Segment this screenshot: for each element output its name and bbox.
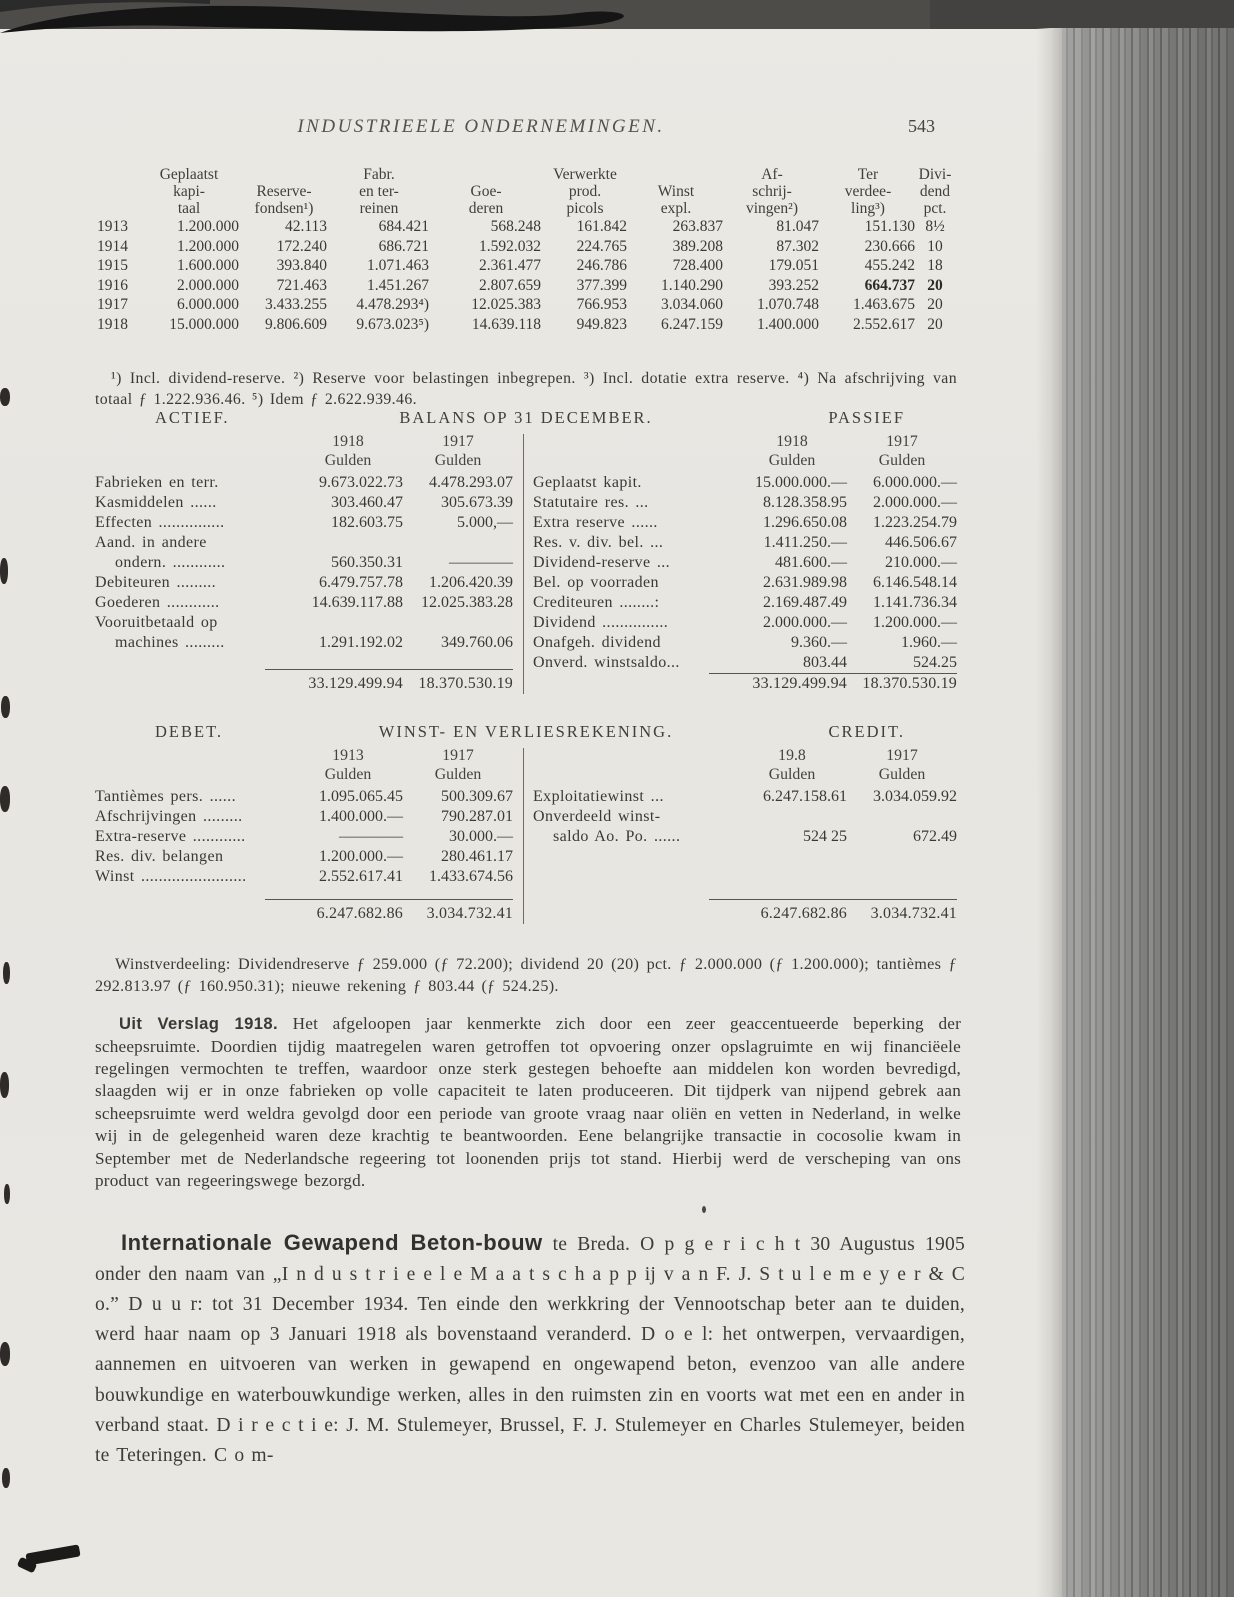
value-cell: 9.673.023⁵) bbox=[356, 315, 429, 333]
history-header-cell: Geplaatst bbox=[159, 166, 219, 183]
year-label: 19.8 bbox=[778, 747, 806, 764]
total-row bbox=[533, 904, 957, 924]
page-edge-shading bbox=[1036, 28, 1062, 1597]
ledger-row bbox=[533, 593, 957, 613]
history-data-row bbox=[95, 237, 955, 257]
years-header bbox=[95, 746, 513, 784]
ledger-row bbox=[95, 473, 513, 493]
value-cell: 3.034.060 bbox=[661, 296, 723, 313]
currency-unit-label: Gulden bbox=[324, 766, 372, 783]
balance-section-titles bbox=[95, 408, 957, 430]
ledger-amount: ———— bbox=[339, 828, 403, 845]
ledger-row bbox=[533, 633, 957, 653]
margin-mark bbox=[0, 786, 10, 812]
value-cell: 14.639.118 bbox=[471, 315, 541, 333]
year-label: 1918 bbox=[776, 433, 808, 450]
ledger-row bbox=[533, 493, 957, 513]
total-amount: 33.129.499.94 bbox=[308, 675, 403, 692]
ledger-row bbox=[533, 513, 957, 533]
history-header-cell: Reserve- bbox=[256, 183, 312, 200]
ledger-row-label: Onverdeeld winst- bbox=[533, 808, 661, 825]
ledger-amount: 6.000.000.— bbox=[873, 474, 957, 491]
passief-title: PASSIEF bbox=[828, 408, 905, 427]
spacer bbox=[95, 746, 293, 784]
history-header-cell: Af- bbox=[761, 166, 783, 183]
ledger-amount: 4.478.293.07 bbox=[429, 474, 513, 491]
value-cell: 684.421 bbox=[378, 218, 429, 235]
ledger-row-label: Vooruitbetaald op bbox=[95, 614, 218, 631]
profit-loss-section-titles bbox=[95, 722, 957, 744]
history-header-cell: vingen²) bbox=[746, 200, 798, 217]
value-cell: 1.600.000 bbox=[177, 257, 239, 274]
margin-mark bbox=[0, 1342, 10, 1366]
ledger-row-label: Geplaatst kapit. bbox=[533, 474, 642, 491]
ledger-amount: 5.000,— bbox=[457, 514, 513, 531]
value-cell: 2.807.659 bbox=[479, 276, 541, 294]
spacer bbox=[95, 432, 293, 470]
ledger-amount: 1.206.420.39 bbox=[429, 574, 513, 591]
ledger-amount: 1.960.— bbox=[901, 634, 957, 651]
value-cell: 3.433.255 bbox=[265, 296, 327, 313]
balance-title: BALANS OP 31 DECEMBER. bbox=[399, 408, 653, 427]
history-header-cell bbox=[95, 183, 139, 200]
ledger-row bbox=[533, 653, 957, 673]
history-header-cell: pct. bbox=[923, 200, 947, 217]
history-data-row bbox=[95, 217, 955, 237]
year-column-header bbox=[737, 746, 847, 784]
value-cell: 686.721 bbox=[378, 237, 429, 255]
ink-dot bbox=[702, 1206, 706, 1213]
value-cell: 20 bbox=[927, 296, 943, 313]
value-cell: 393.840 bbox=[276, 257, 327, 274]
ledger-amount: 1.200.000.— bbox=[873, 614, 957, 631]
ledger-row bbox=[95, 573, 513, 593]
ledger-row bbox=[533, 807, 957, 827]
history-header-cell bbox=[431, 166, 543, 183]
ledger-amount: 349.760.06 bbox=[441, 634, 513, 651]
history-header-row bbox=[95, 200, 955, 217]
ledger-row bbox=[95, 787, 513, 807]
years-header bbox=[533, 432, 957, 470]
ledger-amount bbox=[293, 613, 403, 633]
ledger-amount: 672.49 bbox=[913, 828, 957, 845]
table-footnotes: ¹) Incl. dividend-reserve. ²) Reserve voor belastingen inbegrepen. ³) Incl. dotatie extra reserve. ⁴) Na afschrijving van totaal ƒ 1.222.936.46. ⁵) Idem ƒ 2.622.939.46. bbox=[95, 369, 957, 408]
year-cell: 1913 bbox=[97, 218, 128, 235]
ledger-amount: 210.000.— bbox=[885, 554, 957, 571]
ledger-row-label: Fabrieken en terr. bbox=[95, 474, 219, 491]
ledger-amount: 2.552.617.41 bbox=[319, 868, 403, 885]
value-cell: 2.000.000 bbox=[177, 276, 239, 294]
history-header-cell bbox=[241, 166, 329, 183]
year-column-header bbox=[847, 432, 957, 470]
ledger-row-label: Statutaire res. ... bbox=[533, 494, 649, 511]
total-amount: 33.129.499.94 bbox=[752, 675, 847, 692]
value-cell: 664.737 bbox=[864, 276, 915, 294]
ledger-row-label: Extra reserve ...... bbox=[533, 514, 658, 531]
ledger-amount: 8.128.358.95 bbox=[763, 494, 847, 511]
history-header-cell: expl. bbox=[660, 200, 692, 217]
ledger-row-label: Res. v. div. bel. ... bbox=[533, 534, 664, 551]
ledger-amount bbox=[293, 533, 403, 553]
history-header-cell bbox=[629, 166, 725, 183]
ledger-amount bbox=[403, 613, 513, 633]
value-cell: 263.837 bbox=[672, 218, 723, 235]
ledger-amount: 524.25 bbox=[913, 654, 957, 671]
value-cell: 1.463.675 bbox=[853, 296, 915, 313]
ledger-amount: 2.000.000.— bbox=[763, 614, 847, 631]
value-cell: 6.000.000 bbox=[177, 296, 239, 313]
history-header-cell: Goe- bbox=[470, 183, 502, 200]
currency-unit-label: Gulden bbox=[434, 766, 482, 783]
margin-mark bbox=[3, 962, 10, 984]
value-cell: 1.400.000 bbox=[757, 315, 819, 333]
total-row bbox=[533, 674, 957, 694]
years-header bbox=[533, 746, 957, 784]
margin-mark bbox=[1, 696, 10, 718]
history-data-row bbox=[95, 256, 955, 276]
history-header-cell: picols bbox=[566, 200, 604, 217]
value-cell: 172.240 bbox=[276, 237, 327, 255]
credit-title: CREDIT. bbox=[828, 722, 905, 741]
ledger-amount: 182.603.75 bbox=[331, 514, 403, 531]
value-cell: 151.130 bbox=[864, 218, 915, 235]
ledger-amount: 9.360.— bbox=[791, 634, 847, 651]
spacer bbox=[533, 746, 737, 784]
margin-mark bbox=[4, 1184, 10, 1204]
ledger-row-label: ondern. ............ bbox=[115, 554, 226, 571]
ledger-amount: 1.200.000.— bbox=[319, 848, 403, 865]
value-cell: 389.208 bbox=[672, 237, 723, 255]
value-cell: 1.071.463 bbox=[367, 257, 429, 274]
ledger-amount: 305.673.39 bbox=[441, 494, 513, 511]
history-header-cell: reinen bbox=[359, 200, 399, 217]
year-column-header bbox=[403, 432, 513, 470]
ledger-amount: 1.411.250.— bbox=[763, 534, 847, 551]
ledger-amount: 3.034.059.92 bbox=[873, 788, 957, 805]
ledger-row bbox=[95, 533, 513, 553]
history-data-row bbox=[95, 276, 955, 296]
value-cell: 9.806.609 bbox=[265, 315, 327, 333]
company-name: Internationale Gewapend Beton-bouw bbox=[121, 1229, 543, 1255]
ledger-amount: 1.095.065.45 bbox=[319, 788, 403, 805]
ledger-amount: 2.169.487.49 bbox=[763, 594, 847, 611]
year-cell: 1917 bbox=[97, 296, 128, 313]
value-cell: 81.047 bbox=[776, 218, 819, 235]
history-header-cell: taal bbox=[177, 200, 201, 217]
ledger-amount bbox=[847, 807, 957, 827]
year-cell: 1918 bbox=[97, 315, 128, 333]
value-cell: 1.070.748 bbox=[757, 296, 819, 313]
ledger-row-label: Res. div. belangen bbox=[95, 848, 224, 865]
ledger-row bbox=[533, 533, 957, 553]
year-column-header bbox=[293, 746, 403, 784]
total-amount: 3.034.732.41 bbox=[426, 905, 513, 922]
ledger-amount: 6.247.158.61 bbox=[763, 788, 847, 805]
history-header-cell: deren bbox=[468, 200, 504, 217]
history-header-cell: schrij- bbox=[752, 183, 792, 200]
ledger-row bbox=[533, 827, 957, 847]
history-header-row bbox=[95, 166, 955, 183]
ledger-row-label: Effecten ............... bbox=[95, 514, 225, 531]
debet-title: DEBET. bbox=[155, 722, 224, 741]
ledger-amount: ———— bbox=[449, 554, 513, 571]
currency-unit-label: Gulden bbox=[434, 452, 482, 469]
year-column-header bbox=[293, 432, 403, 470]
history-data-row bbox=[95, 315, 955, 335]
history-header-cell: Verwerkte bbox=[553, 166, 617, 183]
year-label: 1918 bbox=[332, 433, 364, 450]
ledger-row-label bbox=[533, 674, 737, 694]
ledger-amount: 524 25 bbox=[803, 828, 847, 845]
ledger-amount: 500.309.67 bbox=[441, 788, 513, 805]
total-amount: 18.370.530.19 bbox=[862, 675, 957, 692]
ledger-row bbox=[95, 593, 513, 613]
ledger-amount: 2.631.989.98 bbox=[763, 574, 847, 591]
ledger-row-label: machines ......... bbox=[115, 634, 225, 651]
year-column-header bbox=[403, 746, 513, 784]
value-cell: 721.463 bbox=[276, 276, 327, 294]
currency-unit-label: Gulden bbox=[324, 452, 372, 469]
ledger-row-label: Debiteuren ......... bbox=[95, 574, 217, 591]
value-cell: 1.200.000 bbox=[177, 218, 239, 235]
ledger-amount: 1.433.674.56 bbox=[429, 868, 513, 885]
history-data-row bbox=[95, 295, 955, 315]
ledger-row bbox=[533, 553, 957, 573]
ledger-row bbox=[533, 473, 957, 493]
ledger-amount: 2.000.000.— bbox=[873, 494, 957, 511]
ledger-row bbox=[95, 613, 513, 633]
value-cell: 1.200.000 bbox=[177, 237, 239, 255]
value-cell: 1.592.032 bbox=[479, 237, 541, 255]
value-cell: 4.478.293⁴) bbox=[356, 296, 429, 313]
currency-unit-label: Gulden bbox=[768, 766, 816, 783]
verslag-text: Het afgeloopen jaar kenmerkte zich door een zeer geaccentueerde beperking der scheepsruimte. Doordien tijdig maatregelen waren getroffen tot opvoering onzer opslagruimte en wij financiëele regelingen vermochten te treffen, waardoor onze sterk gestegen behoefte aan middelen kon worden bevredigd, slaagden wij er in onze fabrieken op volle capaciteit te laten produceeren. Dit tijdperk van nijpend gebrek aan scheepsruimte werd weldra gevolgd door een periode van groote vraag naar oliën en vetten in Nederland, in welke wij in de gelegenheid waren deze krachtig te beantwoorden. Eene belangrijke transactie in cocosolie kwam in September met de Nederlandsche regeering tot loonenden prijs tot stand. Hierbij werd de verscheping van ons product van regeeringswege bezorgd. bbox=[95, 1014, 961, 1191]
total-row bbox=[95, 904, 513, 924]
ledger-row-label: Afschrijvingen ......... bbox=[95, 808, 243, 825]
value-cell: 766.953 bbox=[576, 296, 627, 313]
year-column-header bbox=[847, 746, 957, 784]
value-cell: 2.361.477 bbox=[479, 257, 541, 274]
ledger-row bbox=[95, 847, 513, 867]
ledger-row-label bbox=[95, 674, 293, 694]
year-column-header bbox=[737, 432, 847, 470]
total-amount: 18.370.530.19 bbox=[418, 675, 513, 692]
page-title: INDUSTRIEELE ONDERNEMINGEN. bbox=[297, 116, 665, 137]
history-table bbox=[95, 166, 955, 334]
currency-unit-label: Gulden bbox=[878, 452, 926, 469]
passief-side bbox=[533, 432, 957, 694]
debet-side bbox=[95, 746, 513, 924]
total-row bbox=[95, 674, 513, 694]
ledger-amount: 303.460.47 bbox=[331, 494, 403, 511]
value-cell: 15.000.000 bbox=[169, 315, 239, 333]
year-label: 1917 bbox=[442, 433, 474, 450]
value-cell: 87.302 bbox=[776, 237, 819, 255]
ledger-amount: 481.600.— bbox=[775, 554, 847, 571]
ledger-amount: 15.000.000.— bbox=[755, 474, 847, 491]
history-header-cell: Divi- bbox=[918, 166, 952, 183]
ledger-row-label bbox=[95, 904, 293, 924]
credit-side bbox=[533, 746, 957, 924]
history-header-cell: Ter bbox=[857, 166, 879, 183]
margin-mark bbox=[0, 388, 10, 406]
ledger-amount: 12.025.383.28 bbox=[421, 594, 513, 611]
value-cell: 224.765 bbox=[576, 237, 627, 255]
history-header-cell: verdee- bbox=[844, 183, 892, 200]
verslag-paragraph bbox=[95, 1013, 961, 1192]
value-cell: 568.248 bbox=[490, 218, 541, 235]
value-cell: 377.399 bbox=[576, 276, 627, 294]
ledger-row-label: Onafgeh. dividend bbox=[533, 634, 661, 651]
ledger-amount: 560.350.31 bbox=[331, 554, 403, 571]
value-cell: 6.247.159 bbox=[661, 315, 723, 333]
year-label: 1917 bbox=[886, 747, 918, 764]
profit-loss-account bbox=[95, 746, 957, 924]
ledger-amount: 6.146.548.14 bbox=[873, 574, 957, 591]
margin-mark bbox=[0, 558, 8, 584]
ledger-row bbox=[95, 493, 513, 513]
history-header-cell: kapi- bbox=[173, 183, 205, 200]
ledger-amount: 1.400.000.— bbox=[319, 808, 403, 825]
total-amount: 6.247.682.86 bbox=[316, 905, 403, 922]
value-cell: 42.113 bbox=[284, 218, 327, 235]
value-cell: 20 bbox=[927, 276, 943, 294]
ledger-row bbox=[95, 807, 513, 827]
currency-unit-label: Gulden bbox=[878, 766, 926, 783]
company-paragraph bbox=[95, 1228, 965, 1472]
history-header-cell: Fabr. bbox=[363, 166, 395, 183]
margin-mark bbox=[2, 1468, 10, 1488]
actief-title: ACTIEF. bbox=[155, 408, 230, 427]
history-header-cell: Winst bbox=[657, 183, 695, 200]
ledger-row-label: Extra-reserve ............ bbox=[95, 828, 246, 845]
ledger-amount: 1.223.254.79 bbox=[873, 514, 957, 531]
spacer bbox=[533, 432, 737, 470]
history-header-cell: ling³) bbox=[851, 200, 885, 217]
ledger-amount: 30.000.— bbox=[449, 828, 513, 845]
value-cell: 949.823 bbox=[576, 315, 627, 333]
years-header bbox=[95, 432, 513, 470]
value-cell: 179.051 bbox=[768, 257, 819, 274]
ledger-row bbox=[533, 787, 957, 807]
value-cell: 2.552.617 bbox=[853, 315, 915, 333]
value-cell: 728.400 bbox=[672, 257, 723, 274]
ledger-row-label: saldo Ao. Po. ...... bbox=[553, 828, 681, 845]
value-cell: 10 bbox=[927, 237, 943, 255]
ledger-row-label: Dividend-reserve ... bbox=[533, 554, 671, 571]
history-header-cell: dend bbox=[919, 183, 951, 200]
value-cell: 161.842 bbox=[576, 218, 627, 235]
ledger-row bbox=[95, 553, 513, 573]
value-cell: 12.025.383 bbox=[471, 296, 541, 313]
ledger-row bbox=[95, 867, 513, 887]
ledger-amount: 1.291.192.02 bbox=[319, 634, 403, 651]
actief-side bbox=[95, 432, 513, 694]
ledger-row bbox=[533, 573, 957, 593]
history-header-cell: prod. bbox=[568, 183, 602, 200]
ledger-amount: 14.639.117.88 bbox=[311, 594, 403, 611]
running-head bbox=[95, 116, 957, 142]
total-amount: 6.247.682.86 bbox=[760, 905, 847, 922]
ledger-row-label: Tantièmes pers. ...... bbox=[95, 788, 236, 805]
history-table-body bbox=[95, 166, 955, 334]
total-amount: 3.034.732.41 bbox=[870, 905, 957, 922]
year-cell: 1914 bbox=[97, 237, 128, 255]
value-cell: 8½ bbox=[925, 218, 945, 235]
year-label: 1917 bbox=[886, 433, 918, 450]
verslag-lead: Uit Verslag 1918. bbox=[119, 1014, 278, 1034]
ledger-amount: 803.44 bbox=[803, 654, 847, 671]
margin-mark bbox=[0, 1072, 9, 1098]
history-header-cell: en ter- bbox=[359, 183, 399, 200]
value-cell: 20 bbox=[927, 315, 943, 333]
ledger-amount: 1.296.650.08 bbox=[763, 514, 847, 531]
ledger-amount: 280.461.17 bbox=[441, 848, 513, 865]
ledger-row-label: Dividend ............... bbox=[533, 614, 669, 631]
ledger-amount: 446.506.67 bbox=[885, 534, 957, 551]
history-header-cell bbox=[95, 200, 139, 217]
value-cell: 393.252 bbox=[768, 276, 819, 294]
ledger-row-label: Bel. op voorraden bbox=[533, 574, 659, 591]
column-divider bbox=[523, 434, 524, 694]
ledger-amount: 9.673.022.73 bbox=[319, 474, 403, 491]
balance-sheet bbox=[95, 432, 957, 694]
history-header-cell bbox=[95, 166, 139, 183]
page-number: 543 bbox=[908, 116, 935, 136]
value-cell: 18 bbox=[927, 257, 943, 274]
company-text: te Breda. O p g e r i c h t 30 Augustus 1905 onder den naam van „I n d u s t r i e e l e M a a t s c h a p p ij v a n F. J. S t u l e m e y e r & C o.” D u u r: tot 31 December 1934. Ten einde den werkkring der Vennootschap beter aan te duiden, werd haar naam op 3 Januari 1918 als bovenstaand veranderd. D o e l: het ontwerpen, vervaardigen, aannemen en uitvoeren van werken in gewapend en ongewapend beton, evenzoo van alle andere bouwkundige en waterbouwkundige werken, alles in den ruimsten zin en voorts wat met een en ander in verband staat. D i r e c t i e: J. M. Stulemeyer, Brussel, F. J. Stulemeyer en Charles Stulemeyer, beiden te Teteringen. C o m- bbox=[95, 1233, 965, 1467]
ledger-row bbox=[533, 613, 957, 633]
year-label: 1917 bbox=[442, 747, 474, 764]
value-cell: 1.451.267 bbox=[367, 276, 429, 294]
ledger-amount: 6.479.757.78 bbox=[319, 574, 403, 591]
history-header-row bbox=[95, 183, 955, 200]
ledger-row bbox=[95, 513, 513, 533]
currency-unit-label: Gulden bbox=[768, 452, 816, 469]
ledger-row-label: Aand. in andere bbox=[95, 534, 207, 551]
ledger-amount: 790.287.01 bbox=[441, 808, 513, 825]
value-cell: 455.242 bbox=[864, 257, 915, 274]
value-cell: 1.140.290 bbox=[661, 276, 723, 294]
ledger-row-label: Crediteuren ........: bbox=[533, 594, 660, 611]
history-header-cell: fondsen¹) bbox=[254, 200, 314, 217]
year-cell: 1916 bbox=[97, 276, 128, 294]
year-label: 1913 bbox=[332, 747, 364, 764]
ledger-amount bbox=[737, 807, 847, 827]
ledger-amount bbox=[403, 533, 513, 553]
value-cell: 246.786 bbox=[576, 257, 627, 274]
ledger-row-label: Exploitatiewinst ... bbox=[533, 788, 664, 805]
ledger-row-label: Goederen ............ bbox=[95, 594, 220, 611]
ledger-row-label bbox=[533, 904, 737, 924]
ledger-row bbox=[95, 633, 513, 653]
ledger-row-label: Winst ........................ bbox=[95, 868, 247, 885]
book-binding-edge bbox=[1062, 28, 1234, 1597]
year-cell: 1915 bbox=[97, 257, 128, 274]
column-divider bbox=[523, 748, 524, 924]
value-cell: 230.666 bbox=[864, 237, 915, 255]
profit-loss-title: WINST- EN VERLIESREKENING. bbox=[378, 722, 674, 741]
winstverdeeling-paragraph: Winstverdeeling: Dividendreserve ƒ 259.000 (ƒ 72.200); dividend 20 (20) pct. ƒ 2.000.000 (ƒ 1.200.000); tantièmes ƒ 292.813.97 (ƒ 160.950.31); nieuwe rekening ƒ 803.44 (ƒ 524.25). bbox=[95, 955, 957, 995]
ledger-row-label: Kasmiddelen ...... bbox=[95, 494, 217, 511]
ledger-row bbox=[95, 827, 513, 847]
ledger-amount: 1.141.736.34 bbox=[873, 594, 957, 611]
ledger-row-label: Onverd. winstsaldo... bbox=[533, 654, 680, 671]
